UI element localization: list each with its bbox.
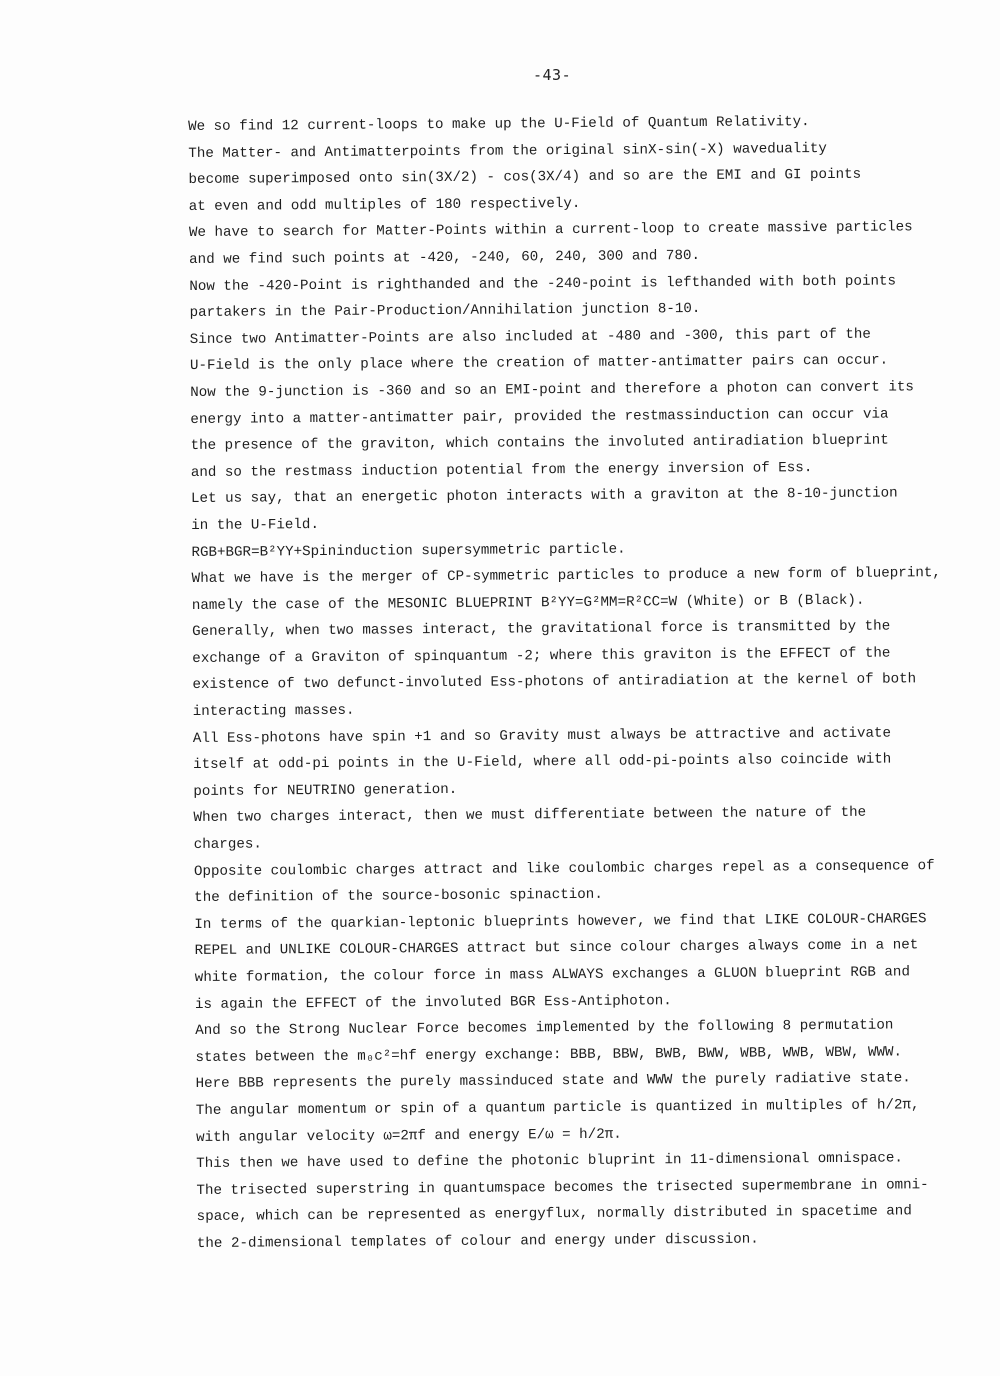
text-line: the presence of the graviton, which contains the involuted antiradiation blueprint xyxy=(190,432,889,455)
page-number: -43- xyxy=(533,66,572,84)
text-line: space, which can be represented as energyflux, normally distributed in spacetime and xyxy=(196,1203,912,1226)
text-line: partakers in the Pair-Production/Annihilation junction 8-10. xyxy=(189,301,701,322)
text-line: The angular momentum or spin of a quantum particle is quantized in multiples of h/2π, xyxy=(195,1097,920,1119)
text-line: The trisected superstring in quantumspace becomes the trisected supermembrane in omni- xyxy=(196,1176,929,1199)
text-line: Since two Antimatter-Points are also included at -480 and -300, this part of the xyxy=(189,326,871,348)
text-line: states between the m₀c²=hf energy exchange: BBB, BBW, BWB, BWW, WBB, WWB, WBW, WWW. xyxy=(195,1044,903,1066)
text-line: This then we have used to define the photonic bluprint in 11-dimensional omnispace. xyxy=(196,1150,903,1173)
text-line: REPEL and UNLIKE COLOUR-CHARGES attract but since colour charges always come in a net xyxy=(194,937,919,960)
text-line: exchange of a Graviton of spinquantum -2; where this graviton is the EFFECT of the xyxy=(192,645,891,667)
text-line: white formation, the colour force in mass ALWAYS exchanges a GLUON blueprint RGB and xyxy=(194,964,910,986)
text-line: Generally, when two masses interact, the gravitational force is transmitted by the xyxy=(192,618,891,641)
text-line: become superimposed onto sin(3X/2) - cos(3X/4) and so are the EMI and GI points xyxy=(188,166,862,189)
text-line: and so the restmass induction potential from the energy inversion of Ess. xyxy=(190,459,813,481)
text-line: charges. xyxy=(193,836,262,854)
text-line: Here BBB represents the purely massinduced state and WWW the purely radiative state. xyxy=(195,1070,911,1093)
text-line: U-Field is the only place where the creation of matter-antimatter pairs can occur. xyxy=(189,352,889,375)
text-line: Now the 9-junction is -360 and so an EMI-point and therefore a photon can convert its xyxy=(190,379,914,401)
text-line: in the U-Field. xyxy=(191,516,320,534)
body-text xyxy=(188,108,957,1257)
text-line: When two charges interact, then we must differentiate between the nature of the xyxy=(193,805,867,827)
text-line: Let us say, that an energetic photon interacts with a graviton at the 8-10-junction xyxy=(190,485,898,508)
text-line: the definition of the source-bosonic spinaction. xyxy=(194,886,603,907)
text-line: the 2-dimensional templates of colour and energy under discussion. xyxy=(196,1231,759,1252)
text-line: with angular velocity ω=2πf and energy E/ω = h/2π. xyxy=(195,1126,622,1146)
text-line: points for NEUTRINO generation. xyxy=(193,781,458,800)
text-line: All Ess-photons have spin +1 and so Gravity must always be attractive and activate xyxy=(192,725,892,747)
text-line: existence of two defunct-involuted Ess-photons of antiradiation at the kernel of both xyxy=(192,671,917,694)
text-line: We so find 12 current-loops to make up the U-Field of Quantum Relativity. xyxy=(188,114,810,135)
text-line: interacting masses. xyxy=(192,702,355,721)
text-line: In terms of the quarkian-leptonic blueprints however, we find that LIKE COLOUR-CHARGES xyxy=(194,911,927,933)
text-line: is again the EFFECT of the involuted BGR Ess-Antiphoton. xyxy=(194,992,672,1013)
text-line: Now the -420-Point is righthanded and the -240-point is lefthanded with both points xyxy=(189,273,897,295)
text-line: We have to search for Matter-Points within a current-loop to create massive particles xyxy=(188,219,913,242)
text-line: and we find such points at -420, -240, 60, 240, 300 and 780. xyxy=(189,247,701,268)
text-line: itself at odd-pi points in the U-Field, where all odd-pi-points also coincide with xyxy=(193,751,892,774)
text-line: Opposite coulombic charges attract and like coulombic charges repel as a consequence of xyxy=(193,857,935,880)
text-line: The Matter- and Antimatterpoints from the original sinX-sin(-X) waveduality xyxy=(188,140,827,162)
text-line: And so the Strong Nuclear Force becomes implemented by the following 8 permutation xyxy=(195,1017,894,1040)
text-line: What we have is the merger of CP-symmetric particles to produce a new form of blueprint, xyxy=(191,565,941,588)
text-line: RGB+BGR=B²YY+Spininduction supersymmetric particle. xyxy=(191,541,626,561)
text-line: energy into a matter-antimatter pair, provided the restmassinduction can occur via xyxy=(190,406,889,428)
text-line: namely the case of the MESONIC BLUEPRINT B²YY=G²MM=R²CC=W (White) or B (Black). xyxy=(191,592,865,614)
text-line: at even and odd multiples of 180 respectively. xyxy=(188,195,581,215)
